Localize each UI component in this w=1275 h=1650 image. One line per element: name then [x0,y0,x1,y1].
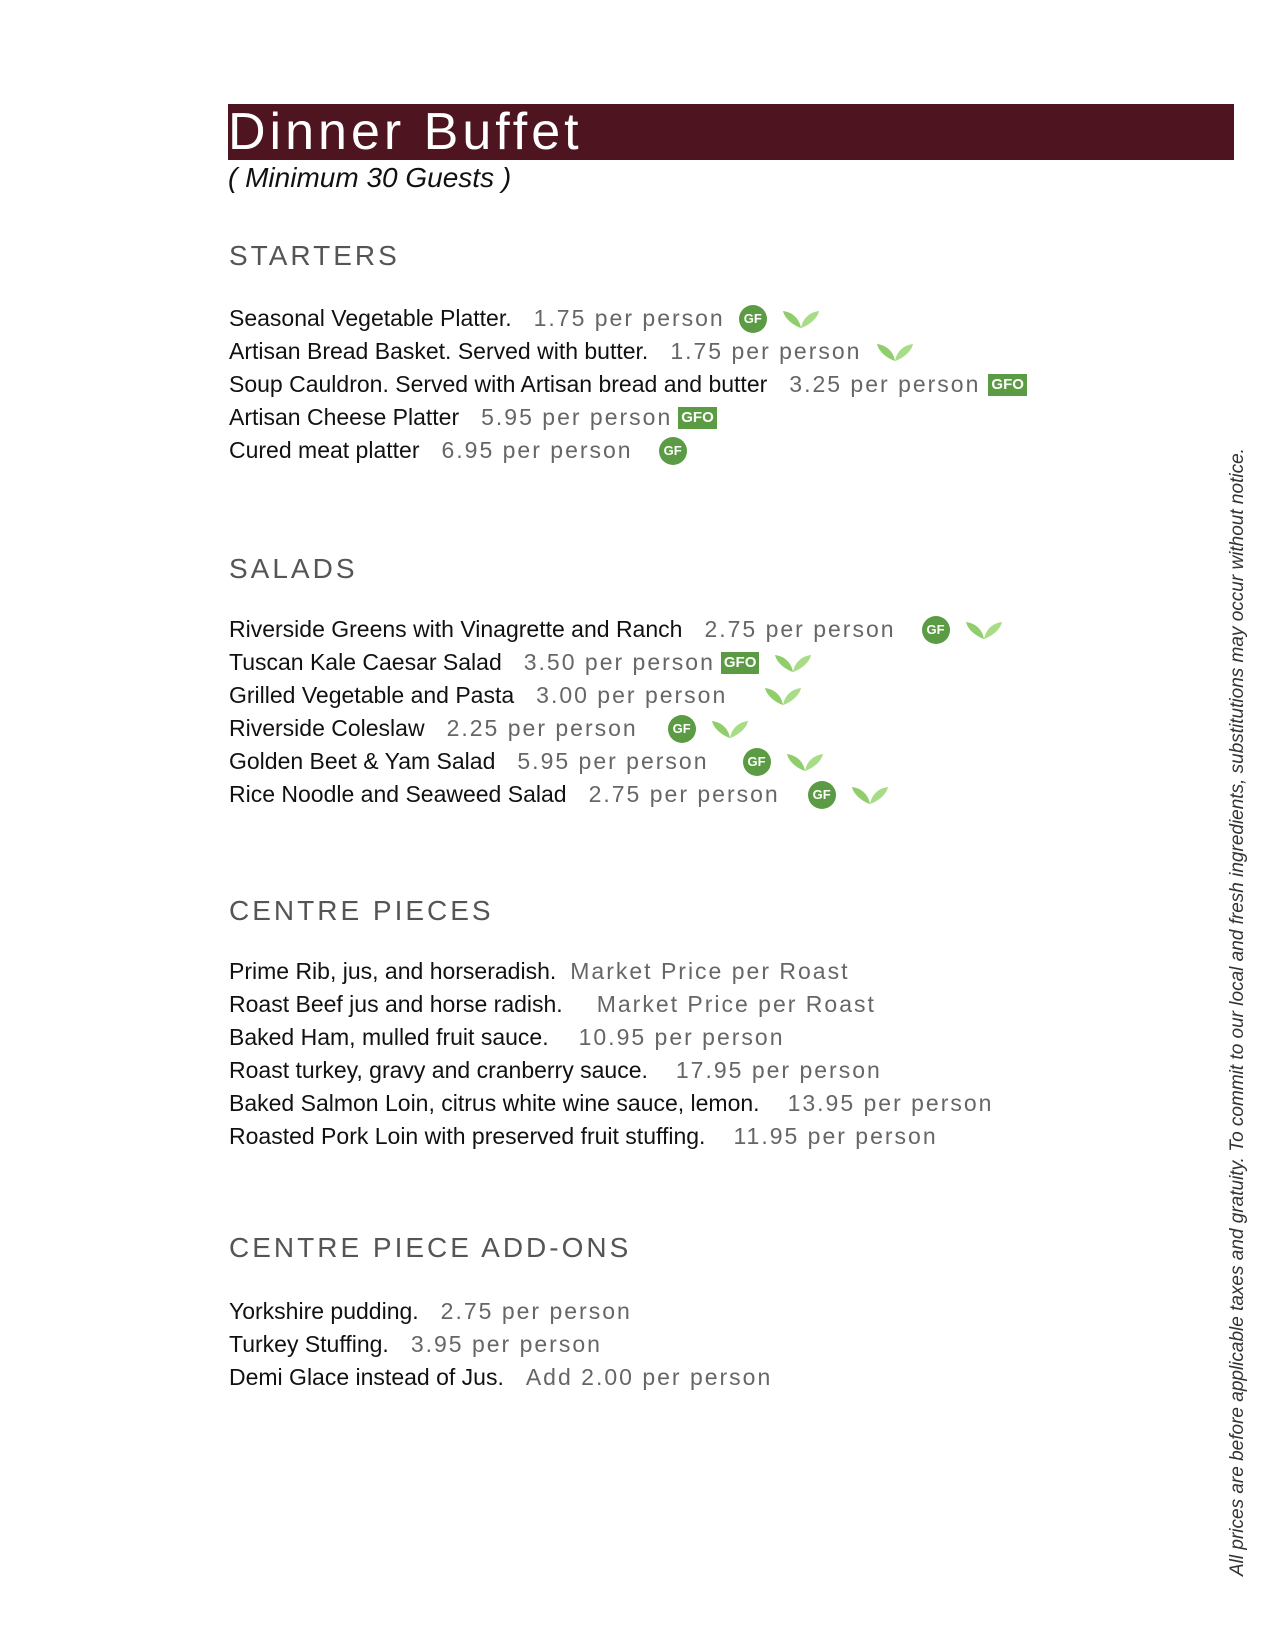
gluten-free-option-badge: GFO [678,407,717,429]
menu-item [229,1295,772,1328]
leaf-icon [773,652,813,674]
item-price: 3.00 per person [536,682,728,708]
menu-item [229,778,1004,811]
item-badges [743,748,825,776]
centre-pieces-list [229,955,993,1153]
section-heading-centre-pieces: CENTRE PIECES [229,895,494,926]
item-name: Yorkshire pudding. [229,1298,419,1324]
item-name: Golden Beet & Yam Salad [229,748,496,774]
gluten-free-badge: GF [659,437,687,465]
item-badges [659,437,687,465]
menu-item [229,302,1027,335]
item-name: Seasonal Vegetable Platter. [229,305,512,331]
item-price: 6.95 per person [441,437,633,463]
menu-item [229,368,1027,401]
item-price: Market Price per Roast [570,958,850,984]
item-name: Grilled Vegetable and Pasta [229,682,515,708]
menu-item [229,1087,993,1120]
item-badges [763,685,803,707]
item-name: Turkey Stuffing. [229,1331,389,1357]
item-price: 13.95 per person [787,1090,994,1116]
item-price: 2.75 per person [440,1298,632,1324]
item-badges [988,374,1027,396]
pricing-disclaimer: All prices are before applicable taxes and gratuity. To commit to our local and fresh ingredients, substitutions may occur without notice. [1227,448,1248,1576]
item-price: 5.95 per person [517,748,709,774]
menu-item [229,745,1004,778]
item-badges [678,407,717,429]
gluten-free-option-badge: GFO [988,374,1027,396]
menu-item [229,1328,772,1361]
item-price: 3.25 per person [789,371,981,397]
item-name: Artisan Bread Basket. Served with butter. [229,338,649,364]
item-price: 5.95 per person [481,404,673,430]
menu-item [229,1120,993,1153]
item-name: Rice Noodle and Seaweed Salad [229,781,567,807]
item-name: Tuscan Kale Caesar Salad [229,649,502,675]
item-name: Prime Rib, jus, and horseradish. [229,958,557,984]
menu-item [229,1054,993,1087]
item-price: Add 2.00 per person [525,1364,773,1390]
menu-item [229,712,1004,745]
item-price: 3.95 per person [410,1331,602,1357]
item-price: 1.75 per person [670,338,862,364]
item-name: Baked Salmon Loin, citrus white wine sauce, lemon. [229,1090,760,1116]
item-name: Demi Glace instead of Jus. [229,1364,504,1390]
item-price: 17.95 per person [675,1057,882,1083]
item-badges [922,616,1004,644]
leaf-icon [850,784,890,806]
section-heading-add-ons: CENTRE PIECE ADD-ONS [229,1232,632,1263]
gluten-free-option-badge: GFO [721,652,760,674]
item-badges [808,781,890,809]
item-badges [875,341,915,363]
menu-item [229,401,1027,434]
menu-item [229,679,1004,712]
item-price: 1.75 per person [533,305,725,331]
gluten-free-badge: GF [922,616,950,644]
gluten-free-badge: GF [808,781,836,809]
section-heading-starters: STARTERS [229,240,400,271]
menu-item [229,434,1027,467]
leaf-icon [785,751,825,773]
menu-item [229,335,1027,368]
item-price: Market Price per Roast [596,991,876,1017]
page-subtitle: ( Minimum 30 Guests ) [228,162,512,193]
salads-list [229,613,1004,811]
gluten-free-badge: GF [743,748,771,776]
item-name: Riverside Greens with Vinagrette and Ranch [229,616,683,642]
menu-item [229,646,1004,679]
item-name: Roast turkey, gravy and cranberry sauce. [229,1057,648,1083]
leaf-icon [964,619,1004,641]
item-name: Roast Beef jus and horse radish. [229,991,563,1017]
menu-item [229,1361,772,1394]
add-ons-list [229,1295,772,1394]
starters-list [229,302,1027,467]
item-badges [721,652,814,674]
item-price: 2.25 per person [446,715,638,741]
page-title: Dinner Buffet [228,103,583,161]
item-name: Soup Cauldron. Served with Artisan bread and butter [229,371,768,397]
menu-item [229,1021,993,1054]
section-heading-salads: SALADS [229,553,358,584]
leaf-icon [781,308,821,330]
item-badges [668,715,750,743]
gluten-free-badge: GF [739,305,767,333]
item-price: 2.75 per person [588,781,780,807]
item-price: 2.75 per person [704,616,896,642]
item-name: Cured meat platter [229,437,420,463]
title-bar [228,104,1234,160]
item-price: 11.95 per person [733,1123,938,1149]
leaf-icon [710,718,750,740]
item-price: 3.50 per person [523,649,715,675]
item-name: Baked Ham, mulled fruit sauce. [229,1024,549,1050]
item-price: 10.95 per person [578,1024,785,1050]
item-name: Roasted Pork Loin with preserved fruit stuffing. [229,1123,706,1149]
gluten-free-badge: GF [668,715,696,743]
item-name: Artisan Cheese Platter [229,404,460,430]
item-badges [739,305,821,333]
menu-item [229,955,993,988]
item-name: Riverside Coleslaw [229,715,425,741]
menu-item [229,988,993,1021]
leaf-icon [875,341,915,363]
menu-item [229,613,1004,646]
leaf-icon [763,685,803,707]
